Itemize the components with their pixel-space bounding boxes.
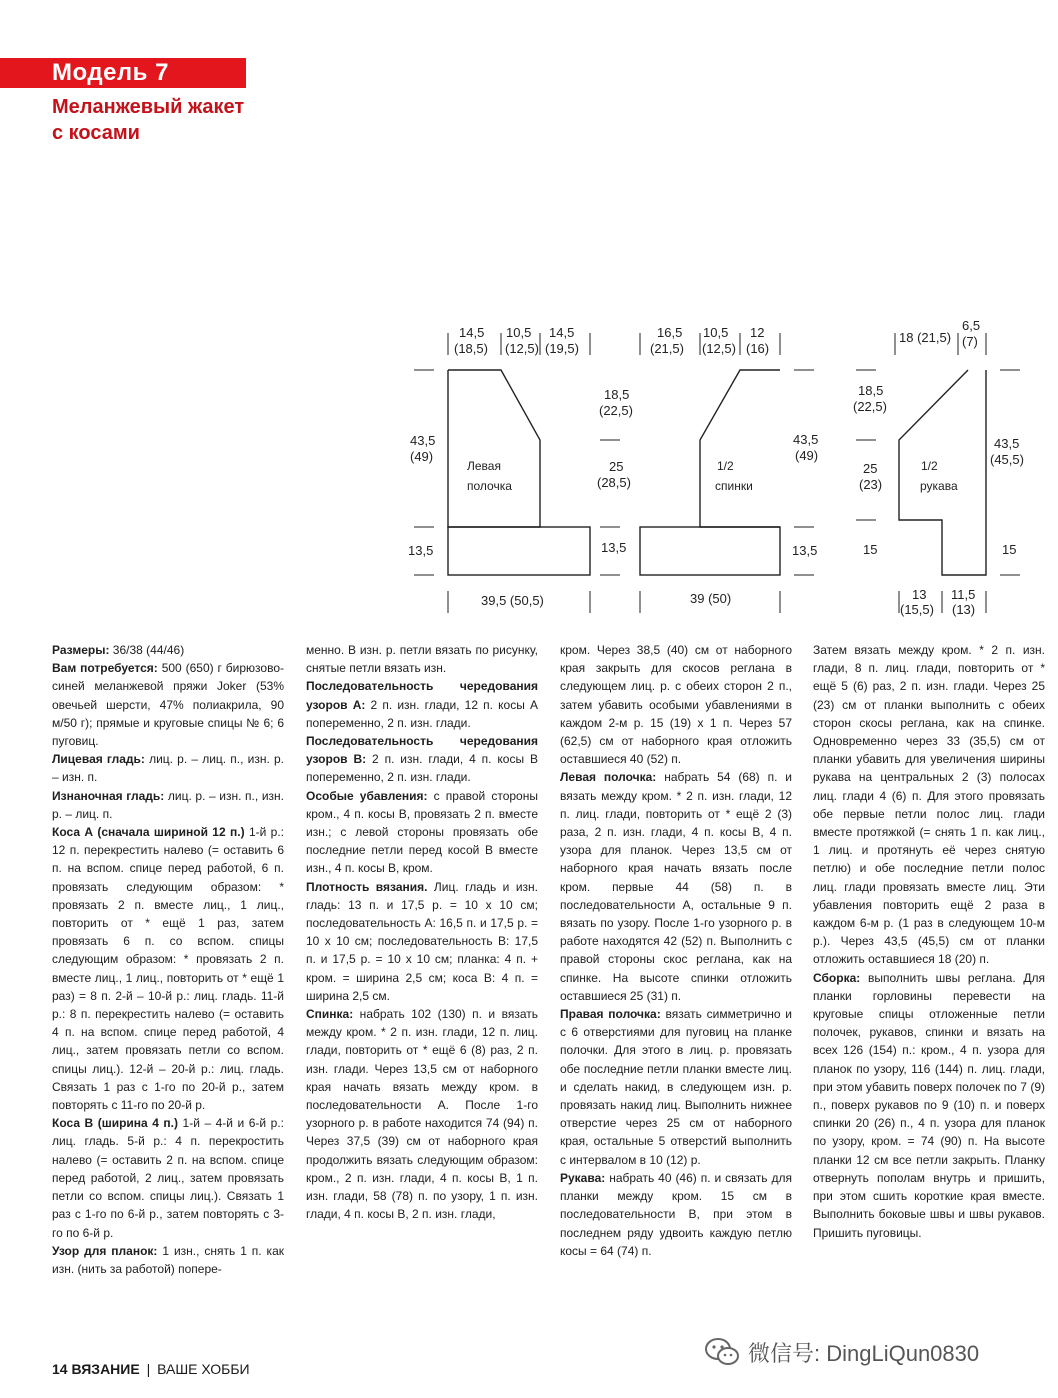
paragraph-heading: Коса А (сначала шириной 12 п.) (52, 825, 245, 840)
text-paragraph (306, 732, 538, 787)
sl-band-right: 15 (1002, 542, 1017, 557)
paragraph-body: 1 изн., снять 1 п. как изн. (нить за работой) попере- (52, 1243, 284, 1276)
sl-top-w1: 18 (21,5) (899, 330, 952, 345)
paragraph-body: выполнить швы реглана. Для планки горловины перевести на круговые спицы отложенные петли полочек, рукавов, спинки и вязать на всех 126 (154) п.: кром., 4 п. узора для планок по узору, 116 (144) п. лиц. глади, при этом убавить поверх полочек по 7 (9) п., поверх рукавов по 9 (10) п. и поверх спинки 20 (26) п., 4 п. узора для планок по узору, кром. = 74 (90) п. На высоте планки 12 см все петли закрыть. Планку отвернуть пополам внутрь и пришить, при этом сшить короткие края вместе. Выполнить боковые швы и швы рукавов. Пришить пуговицы. (813, 970, 1045, 1240)
left-front-outline (448, 370, 540, 527)
paragraph-heading: Особые убавления: (306, 788, 428, 803)
paragraph-heading: Рукава: (560, 1170, 606, 1185)
sl-bottom-w2-alt: (13) (952, 602, 976, 617)
paragraph-body: Лиц. гладь и изн. гладь: 13 п. и 17,5 р. = 10 х 10 см; последовательность А: 16,5 п. и 17,5 р. = 10 х 10 см; последовательность В: 17,5 п. и 17,5 р. = 10 х 10 см; планка: 4 п. + кром. = ширина 2,5 см; коса В: 4 п. = ширина 2,5 см. (306, 879, 538, 1003)
paragraph-heading: Последовательность чередования узоров А: (306, 679, 538, 712)
page-number: 14 (52, 1361, 68, 1377)
sl-left-h2: 25 (863, 461, 878, 476)
bk-band-right: 13,5 (792, 543, 818, 558)
text-column-3 (560, 641, 792, 1260)
lf-top-w2-alt: (12,5) (505, 341, 539, 356)
text-column-1 (52, 641, 284, 1278)
paragraph-heading: Узор для планок: (52, 1243, 158, 1258)
paragraph-heading: Левая полочка: (560, 770, 657, 785)
paragraph-body: 1-й – 4-й и 6-й р.: лиц. гладь. 5-й р.: 4 п. перекростить налево (= оставить 2 п. на вспом. спице перед работой, 2 лиц., затем провязать петли со вспом. спицы лиц.). Связать 1 раз с 1-го по 6-й р., затем повторять с 3-го по 6-й р. (52, 1116, 285, 1240)
sl-label-2: рукава (920, 479, 958, 493)
paragraph-body: вязать симметрично и с 6 отверстиями для пуговиц на планке полочки. Для этого в лиц. р. провязать обе последние петли планки вместе лиц. и сделать накид, в следующем изн. р. провязать накид лиц. Выполнить нижнее отверстие через 25 см от наборного края, остальные 5 отверстий выполнить с интервалом в 10 (12) р. (560, 1007, 792, 1167)
text-paragraph (306, 787, 538, 878)
footer-separator: | (146, 1361, 151, 1377)
lf-band-left: 13,5 (408, 543, 434, 558)
sl-left-h1: 18,5 (858, 383, 884, 398)
wechat-watermark (704, 1334, 979, 1370)
sl-top-w2-alt: (7) (962, 334, 978, 349)
lf-bottom-w: 39,5 (50,5) (481, 593, 544, 608)
page-footer (52, 1361, 250, 1377)
pattern-schemes (0, 315, 1058, 625)
text-column-4 (813, 641, 1045, 1242)
bk-label-1: 1/2 (717, 459, 734, 473)
lf-right-h1-alt: (22,5) (599, 403, 633, 418)
magazine-name: ВЯЗАНИЕ (71, 1361, 140, 1377)
text-paragraph (52, 641, 284, 659)
sl-right-h-alt: (45,5) (990, 452, 1024, 467)
back-outline (700, 370, 780, 527)
bk-top-w2: 10,5 (703, 325, 729, 340)
lf-right-h2-alt: (28,5) (597, 475, 631, 490)
bk-top-w2-alt: (12,5) (702, 341, 736, 356)
bk-right-h-alt: (49) (795, 448, 819, 463)
sl-right-h: 43,5 (994, 436, 1020, 451)
bk-top-w3-alt: (16) (746, 341, 770, 356)
text-paragraph (560, 1169, 792, 1260)
text-paragraph (813, 641, 1045, 969)
text-paragraph (306, 677, 538, 732)
paragraph-body: лиц. р. – лиц. п., изн. р. – изн. п. (52, 752, 284, 785)
section-name: ВАШЕ ХОББИ (157, 1361, 250, 1377)
lf-left-h-alt: (49) (410, 449, 434, 464)
paragraph-heading: Размеры: (52, 643, 110, 657)
sl-left-h2-alt: (23) (859, 477, 883, 492)
paragraph-body: 2 п. изн. глади, 4 п. косы В попеременно, 2 п. изн. глади. (306, 752, 538, 785)
bk-bottom-w: 39 (50) (690, 591, 732, 606)
text-paragraph (306, 641, 538, 677)
paragraph-heading: Правая полочка: (560, 1007, 661, 1022)
paragraph-body: 500 (650) г бирюзово-синей меланжевой пряжи Joker (53% овечьей шерсти, 47% полиакрила, 90 м/50 г); прямые и круговые спицы № 6; 6 пуговиц. (52, 661, 284, 749)
watermark-text: 微信号: DingLiQun0830 (748, 1340, 980, 1366)
paragraph-body: набрать 102 (130) п. и вязать между кром. * 2 п. изн. глади, 12 п. лиц. глади, повторить от * ещё 6 (8) раз, 2 п. изн. глади. Через 13,5 см от наборного края начать вязать между кром. в последовательности А. После 1-го узорного р. в работе находится 74 (94) п. Через 37,5 (39) см от наборного края продолжить вязать следующим образом: кром., 2 п. изн. глади, 4 п. косы В, 1 п. изн. глади, 58 (78) п. по узору, 1 п. изн. глади, 4 п. косы В, 2 п. изн. глади, (306, 1007, 538, 1222)
article-title-line2: с косами (52, 122, 140, 144)
paragraph-heading: Вам потребуется: (52, 661, 158, 676)
sl-bottom-w1: 13 (912, 587, 927, 602)
text-paragraph (560, 768, 792, 1005)
back-band (640, 527, 780, 575)
lf-top-w1: 14,5 (459, 325, 485, 340)
lf-top-w2: 10,5 (506, 325, 532, 340)
bk-right-h: 43,5 (793, 432, 819, 447)
sl-bottom-w2: 11,5 (951, 587, 976, 602)
paragraph-heading: Сборка: (813, 970, 861, 985)
paragraph-heading: Спинка: (306, 1007, 354, 1022)
model-title: Модель 7 (52, 59, 169, 86)
sl-left-h1-alt: (22,5) (853, 399, 887, 414)
text-paragraph (52, 1242, 284, 1278)
lf-band-right: 13,5 (601, 540, 627, 555)
paragraph-body: менно. В изн. р. петли вязать по рисунку, снятые петли вязать изн. (306, 643, 538, 676)
sl-bottom-w1-alt: (15,5) (900, 602, 934, 617)
text-paragraph (306, 878, 538, 1005)
lf-top-w1-alt: (18,5) (454, 341, 488, 356)
text-paragraph (52, 823, 284, 1114)
paragraph-heading: Лицевая гладь: (52, 752, 145, 767)
bk-top-w1-alt: (21,5) (650, 341, 684, 356)
text-paragraph (52, 750, 284, 786)
paragraph-body: кром. Через 38,5 (40) см от наборного края закрыть для скосов реглана в следующем лиц. р. с обеих сторон 2 п., затем убавить особыми убавлениями в каждом 2-м р. 15 (19) х 1 п. Через 57 (62,5) см от наборного края отложить оставшиеся 40 (52) п. (560, 643, 792, 767)
text-paragraph (306, 1005, 538, 1223)
lf-top-w3-alt: (19,5) (545, 341, 579, 356)
sl-band-left: 15 (863, 542, 878, 557)
article-title-line1: Меланжевый жакет (52, 96, 245, 118)
text-paragraph (52, 1114, 284, 1241)
bk-top-w3: 12 (750, 325, 765, 340)
sl-label-1: 1/2 (921, 459, 938, 473)
paragraph-heading: Плотность вязания. (306, 879, 428, 894)
lf-right-h1: 18,5 (604, 387, 630, 402)
paragraph-heading: Изнаночная гладь: (52, 788, 165, 803)
bk-top-w1: 16,5 (657, 325, 683, 340)
paragraph-body: набрать 40 (46) п. и связать для планки между кром. 15 см в последовательности В, при этом в последнем ряду удвоить каждую петлю косы = 64 (74) п. (560, 1170, 792, 1258)
lf-left-h: 43,5 (410, 433, 436, 448)
paragraph-body: лиц. р. – изн. п., изн. р. – лиц. п. (52, 788, 284, 821)
text-paragraph (52, 787, 284, 823)
paragraph-body: 2 п. изн. глади, 12 п. косы А попеременно, 2 п. изн. глади. (306, 697, 538, 730)
text-column-2 (306, 641, 538, 1224)
paragraph-heading: Последовательность чередования узоров В: (306, 734, 538, 767)
paragraph-body: Затем вязать между кром. * 2 п. изн. глади, 8 п. лиц. глади, повторить от * ещё 5 (6) раз, 2 п. изн. глади. Через 25 (23) см от планки выполнить с обеих сторон скосы реглана, как на спинке. Одновременно через 33 (35,5) см от планки убавить для увеличения ширины рукава на центральных 2 (3) полосах лиц. глади 4 (6) п. Для этого провязать обе первые петли полос лиц. глади вместе протяжкой (= снять 1 п. как лиц., 1 лиц. и протянуть её через снятую петлю) и обе последние петли полос лиц. глади провязать вместе лиц. Эти убавления повторить ещё 2 раза в каждом 6-м р. (1 раз в следующем 10-м р.). Через 43,5 (45,5) см от планки отложить оставшиеся 18 (20) п. (813, 643, 1045, 967)
bk-label-2: спинки (715, 479, 753, 493)
text-paragraph (560, 641, 792, 768)
text-paragraph (560, 1005, 792, 1169)
wechat-icon (704, 1337, 740, 1367)
lf-label-2: полочка (467, 479, 512, 493)
left-front-band (448, 527, 590, 575)
paragraph-heading: Коса В (ширина 4 п.) (52, 1116, 179, 1131)
text-paragraph (52, 659, 284, 750)
sl-top-w2: 6,5 (962, 318, 981, 333)
model-title-bar (0, 58, 246, 88)
article-title (52, 94, 292, 146)
paragraph-body: набрать 54 (68) п. и вязать между кром. * 2 п. изн. глади, 12 п. лиц. глади, повторить от * ещё 2 (3) раза, 2 п. изн. глади, 4 п. косы В, 4 п. узора для планок. Через 13,5 см от наборного края начать вязать после кром. первые 44 (58) п. в последовательности А, остальные 9 п. вязать по узору. После 1-го узорного р. в работе находятся 42 (52) п. Выполнить с правой стороны скос реглана, как на спинке. На высоте спинки отложить оставшиеся 25 (31) п. (560, 770, 792, 1003)
lf-label-1: Левая (467, 459, 501, 473)
lf-right-h2: 25 (609, 459, 624, 474)
paragraph-body: 36/38 (44/46) (109, 643, 185, 657)
text-paragraph (813, 969, 1045, 1242)
lf-top-w3: 14,5 (549, 325, 575, 340)
paragraph-body: 1-й р.: 12 п. перекрестить налево (= оставить 6 п. на вспом. спице перед работой, 6 п. провязать следующим образом: * провязать 2 п. вместе лиц., 1 лиц., повторить от * ещё 1 раз, затем провязать 6 п. со вспом. спицы следующим образом: * провязать 2 п. вместе лиц., 1 лиц., повторить от * ещё 1 раз) = 8 п. 2-й – 10-й р.: лиц. гладь. 11-й р.: 8 п. перекрестить налево (= оставить 4 п. на вспом. спице перед работой, 4 лиц., затем провязать петли со вспом. спицы лиц.). 12-й – 20-й р.: лиц. гладь. Связать 1 раз с 1-го по 20-й р., затем повторять с 11-го по 20-й р. (52, 825, 284, 1113)
sleeve-outline (899, 370, 986, 575)
paragraph-body: с правой стороны кром., 4 п. косы В, провязать 2 п. вместе изн.; с левой стороны провязать обе последние петли перед косой В вместе изн., 4 п. косы В, кром. (306, 788, 538, 876)
